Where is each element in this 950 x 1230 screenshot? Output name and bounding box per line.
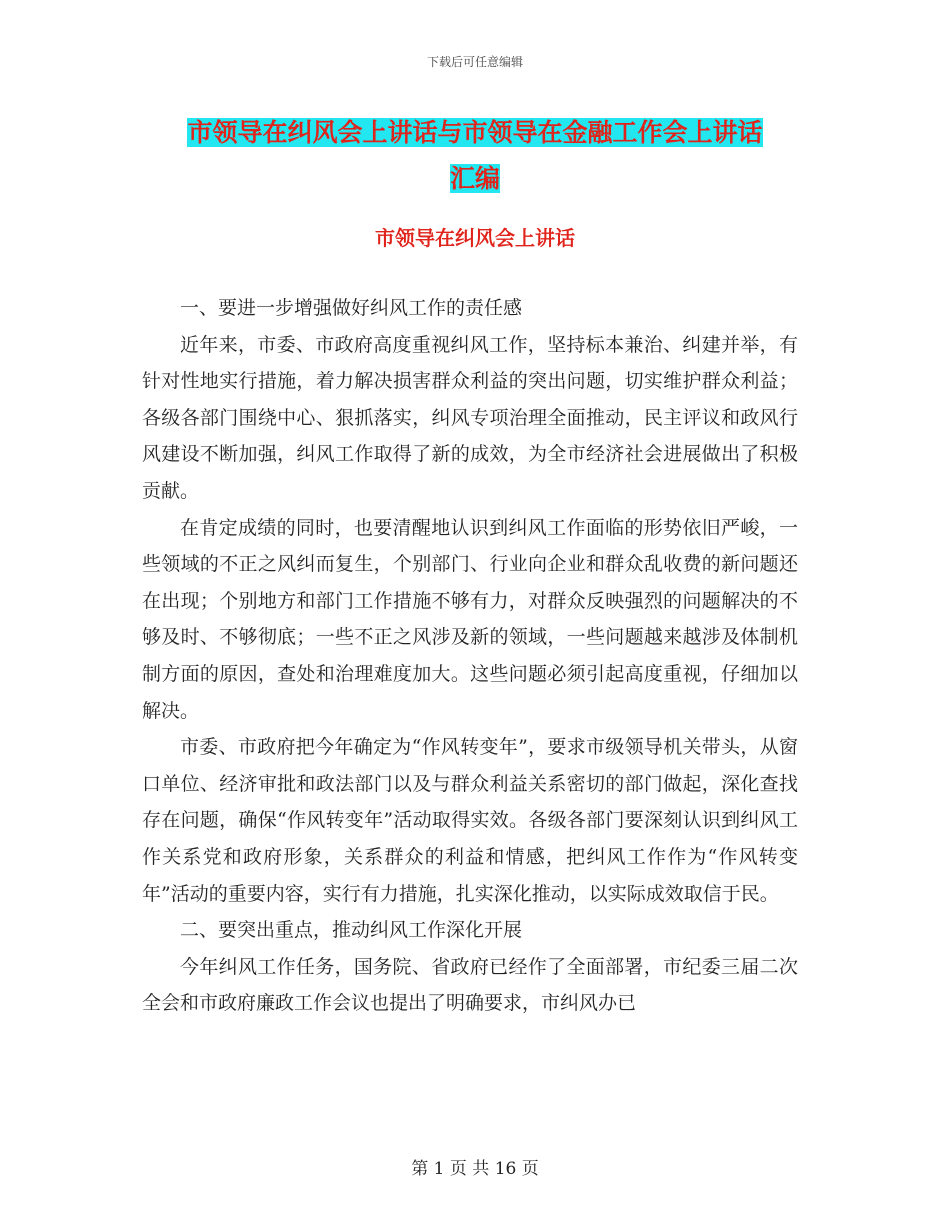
paragraph: 市委、市政府把今年确定为“作风转变年”，要求市级领导机关带头，从窗口单位、经济审批和政法部门以及与群众利益关系密切的部门做起，深化查找存在问题，确保“作风转变年”活动取得实效。各级各部门要深刻认识到纠风工作关系党和政府形象，关系群众的利益和情感，把纠风工作作为“作风转变年”活动的重要内容，实行有力措施，扎实深化推动，以实际成效取信于民。 <box>142 736 798 905</box>
paragraph: 在肯定成绩的同时，也要清醒地认识到纠风工作面临的形势依旧严峻，一些领域的不正之风纠而复生，个别部门、行业向企业和群众乱收费的新问题还在出现；个别地方和部门工作措施不够有力，对群众反映强烈的问题解决的不够及时、不够彻底；一些不正之风涉及新的领域，一些问题越来越涉及体制机制方面的原因，查处和治理难度加大。这些问题必须引起高度重视，仔细加以解决。 <box>142 516 798 722</box>
body-text <box>142 290 798 1022</box>
heading-2: 二、要突出重点，推动纠风工作深化开展 <box>180 919 523 942</box>
document-title-line-2: 汇编 <box>449 164 500 193</box>
section-title: 市领导在纠风会上讲话 <box>375 226 575 250</box>
page-footer: 第 1 页 共 16 页 <box>411 1159 539 1179</box>
paragraph: 今年纠风工作任务，国务院、省政府已经作了全面部署，市纪委三届二次全会和市政府廉政工作会议也提出了明确要求，市纠风办已 <box>142 955 798 1015</box>
document-title <box>140 110 810 202</box>
header-note: 下载后可任意编辑 <box>426 55 523 69</box>
document-title-line-1: 市领导在纠风会上讲话与市领导在金融工作会上讲话 <box>187 118 763 147</box>
heading-1: 一、要进一步增强做好纠风工作的责任感 <box>180 297 523 319</box>
paragraph: 近年来，市委、市政府高度重视纠风工作，坚持标本兼治、纠建并举，有针对性地实行措施，着力解决损害群众利益的突出问题，切实维护群众利益；各级各部门围绕中心、狠抓落实，纠风专项治理全面推动，民主评议和政风行风建设不断加强，纠风工作取得了新的成效，为全市经济社会进展做出了积极贡献。 <box>142 333 798 502</box>
